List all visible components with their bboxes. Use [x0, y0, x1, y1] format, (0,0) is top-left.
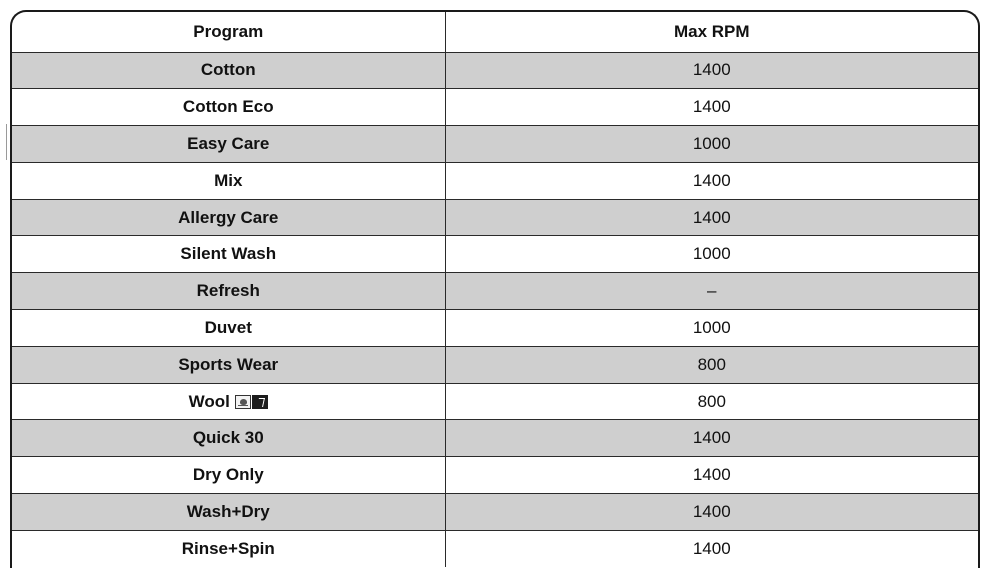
table-row	[12, 52, 978, 89]
program-rpm-table-frame	[10, 10, 980, 568]
table-header-row	[12, 12, 978, 52]
program-cell: Duvet	[12, 310, 445, 347]
rpm-cell: 1400	[445, 199, 978, 236]
program-cell-wool	[12, 383, 445, 420]
rpm-cell: 1400	[445, 162, 978, 199]
table-row	[12, 346, 978, 383]
table-row	[12, 273, 978, 310]
program-cell: Cotton Eco	[12, 89, 445, 126]
program-label: Wool	[188, 391, 230, 411]
program-cell: Wash+Dry	[12, 494, 445, 531]
rpm-cell: 800	[445, 346, 978, 383]
table-row	[12, 89, 978, 126]
rpm-cell: 800	[445, 383, 978, 420]
table-row	[12, 310, 978, 347]
table-row	[12, 383, 978, 420]
program-cell: Cotton	[12, 52, 445, 89]
table-row	[12, 530, 978, 567]
rpm-cell: 1400	[445, 420, 978, 457]
table-row	[12, 236, 978, 273]
wool-handwash-icon	[235, 395, 251, 409]
header-program: Program	[12, 12, 445, 52]
program-rpm-table	[12, 12, 978, 567]
wool-icons	[235, 395, 268, 409]
program-cell: Easy Care	[12, 126, 445, 163]
program-cell: Mix	[12, 162, 445, 199]
rpm-cell: 1400	[445, 89, 978, 126]
rpm-cell: 1400	[445, 457, 978, 494]
program-cell: Refresh	[12, 273, 445, 310]
table-row	[12, 420, 978, 457]
margin-tick	[6, 124, 7, 160]
table-row	[12, 162, 978, 199]
program-cell: Rinse+Spin	[12, 530, 445, 567]
header-max-rpm: Max RPM	[445, 12, 978, 52]
program-cell: Allergy Care	[12, 199, 445, 236]
table-row	[12, 494, 978, 531]
table-body	[12, 52, 978, 567]
table-row	[12, 457, 978, 494]
program-cell: Silent Wash	[12, 236, 445, 273]
table-row	[12, 199, 978, 236]
rpm-cell: 1400	[692, 539, 731, 558]
program-cell: Sports Wear	[12, 346, 445, 383]
rpm-cell: 1000	[445, 236, 978, 273]
wool-mark-icon	[252, 395, 268, 409]
program-cell: Dry Only	[12, 457, 445, 494]
rpm-cell: 1000	[445, 126, 978, 163]
table-row	[12, 126, 978, 163]
program-cell: Quick 30	[12, 420, 445, 457]
rpm-cell: –	[445, 273, 978, 310]
rpm-cell: 1400	[445, 494, 978, 531]
rpm-cell: 1000	[445, 310, 978, 347]
rpm-cell: 1400	[445, 52, 978, 89]
